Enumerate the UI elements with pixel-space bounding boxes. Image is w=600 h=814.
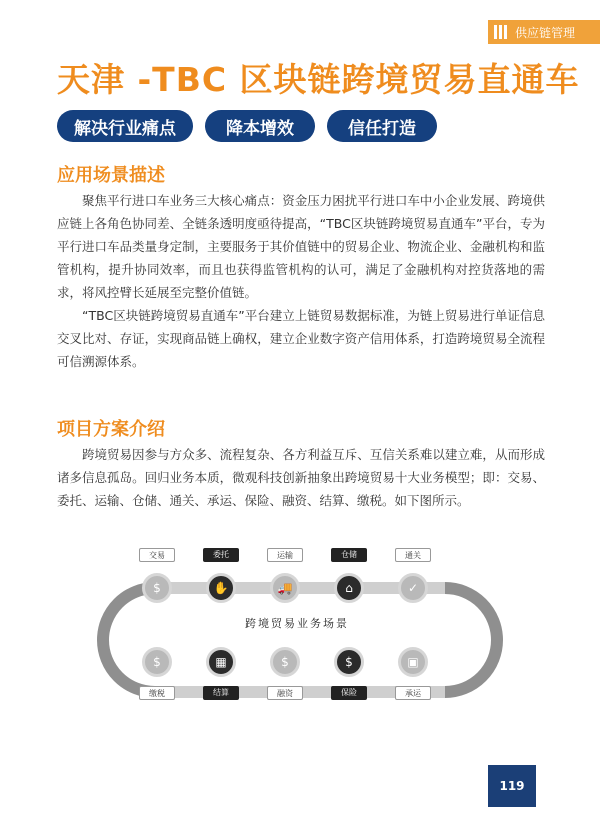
scenario-paragraph-1: 聚焦平行进口车业务三大核心痛点：资金压力困扰平行进口车中小企业发展、跨境供应链上各角色协同差、全链条透明度亟待提高，“TBC区块链跨境贸易直通车”平台，专为平行进口车品类量身定制，主要服务于其价值链中的贸易企业、物流企业、金融机构和监管机构，提升协同效率，而且也获得监管机构的认可，满足了金融机构对控货落地的需求，将风控臂长延展至完整价值链。 bbox=[57, 193, 545, 300]
scenario-text bbox=[57, 189, 545, 373]
top-label-4: 通关 bbox=[395, 548, 431, 562]
carrier-icon: ▣ bbox=[398, 647, 428, 677]
pill-cost-efficiency: 降本增效 bbox=[205, 110, 315, 142]
top-label-2: 运输 bbox=[267, 548, 303, 562]
customs-icon: ✓ bbox=[398, 573, 428, 603]
bottom-label-0: 缴税 bbox=[139, 686, 175, 700]
section-heading-solution: 项目方案介绍 bbox=[57, 419, 165, 440]
business-scenario-diagram bbox=[95, 540, 505, 720]
solution-paragraph-1: 跨境贸易因参与方众多、流程复杂、各方利益互斥、互信关系难以建立难，从而形成诸多信息孤岛。回归业务本质，微观科技创新抽象出跨境贸易十大业务模型；即：交易、委托、运输、仓储、通关、承运、保险、融资、结算、缴税。如下图所示。 bbox=[57, 447, 545, 508]
financing-icon: $ bbox=[270, 647, 300, 677]
top-label-1: 委托 bbox=[203, 548, 239, 562]
bottom-label-1: 结算 bbox=[203, 686, 239, 700]
keyword-pills bbox=[57, 110, 437, 142]
diagram-center-label: 跨境贸易业务场景 bbox=[245, 617, 349, 630]
page-title: 天津 -TBC 区块链跨境贸易直通车 bbox=[57, 60, 580, 99]
top-label-0: 交易 bbox=[139, 548, 175, 562]
insurance-icon: $ bbox=[334, 647, 364, 677]
bottom-label-4: 承运 bbox=[395, 686, 431, 700]
page-number: 119 bbox=[488, 765, 536, 807]
pill-trust: 信任打造 bbox=[327, 110, 437, 142]
bars-icon bbox=[494, 25, 507, 39]
settlement-icon: ▦ bbox=[206, 647, 236, 677]
dollar-circle-icon: $ bbox=[142, 573, 172, 603]
bottom-label-3: 保险 bbox=[331, 686, 367, 700]
section-heading-scenario: 应用场景描述 bbox=[57, 165, 165, 186]
hand-money-icon: ✋ bbox=[206, 573, 236, 603]
top-label-3: 仓储 bbox=[331, 548, 367, 562]
pill-pain-points: 解决行业痛点 bbox=[57, 110, 193, 142]
bottom-label-2: 融资 bbox=[267, 686, 303, 700]
tax-icon: $ bbox=[142, 647, 172, 677]
section-tag bbox=[488, 20, 600, 44]
solution-text bbox=[57, 443, 545, 512]
section-tag-label: 供应链管理 bbox=[515, 25, 576, 40]
warehouse-icon: ⌂ bbox=[334, 573, 364, 603]
scenario-paragraph-2: “TBC区块链跨境贸易直通车”平台建立上链贸易数据标准，为链上贸易进行单证信息交叉比对、存证，实现商品链上确权，建立企业数字资产信用体系，打造跨境贸易全流程可信溯源体系。 bbox=[57, 308, 545, 369]
truck-icon: 🚚 bbox=[270, 573, 300, 603]
